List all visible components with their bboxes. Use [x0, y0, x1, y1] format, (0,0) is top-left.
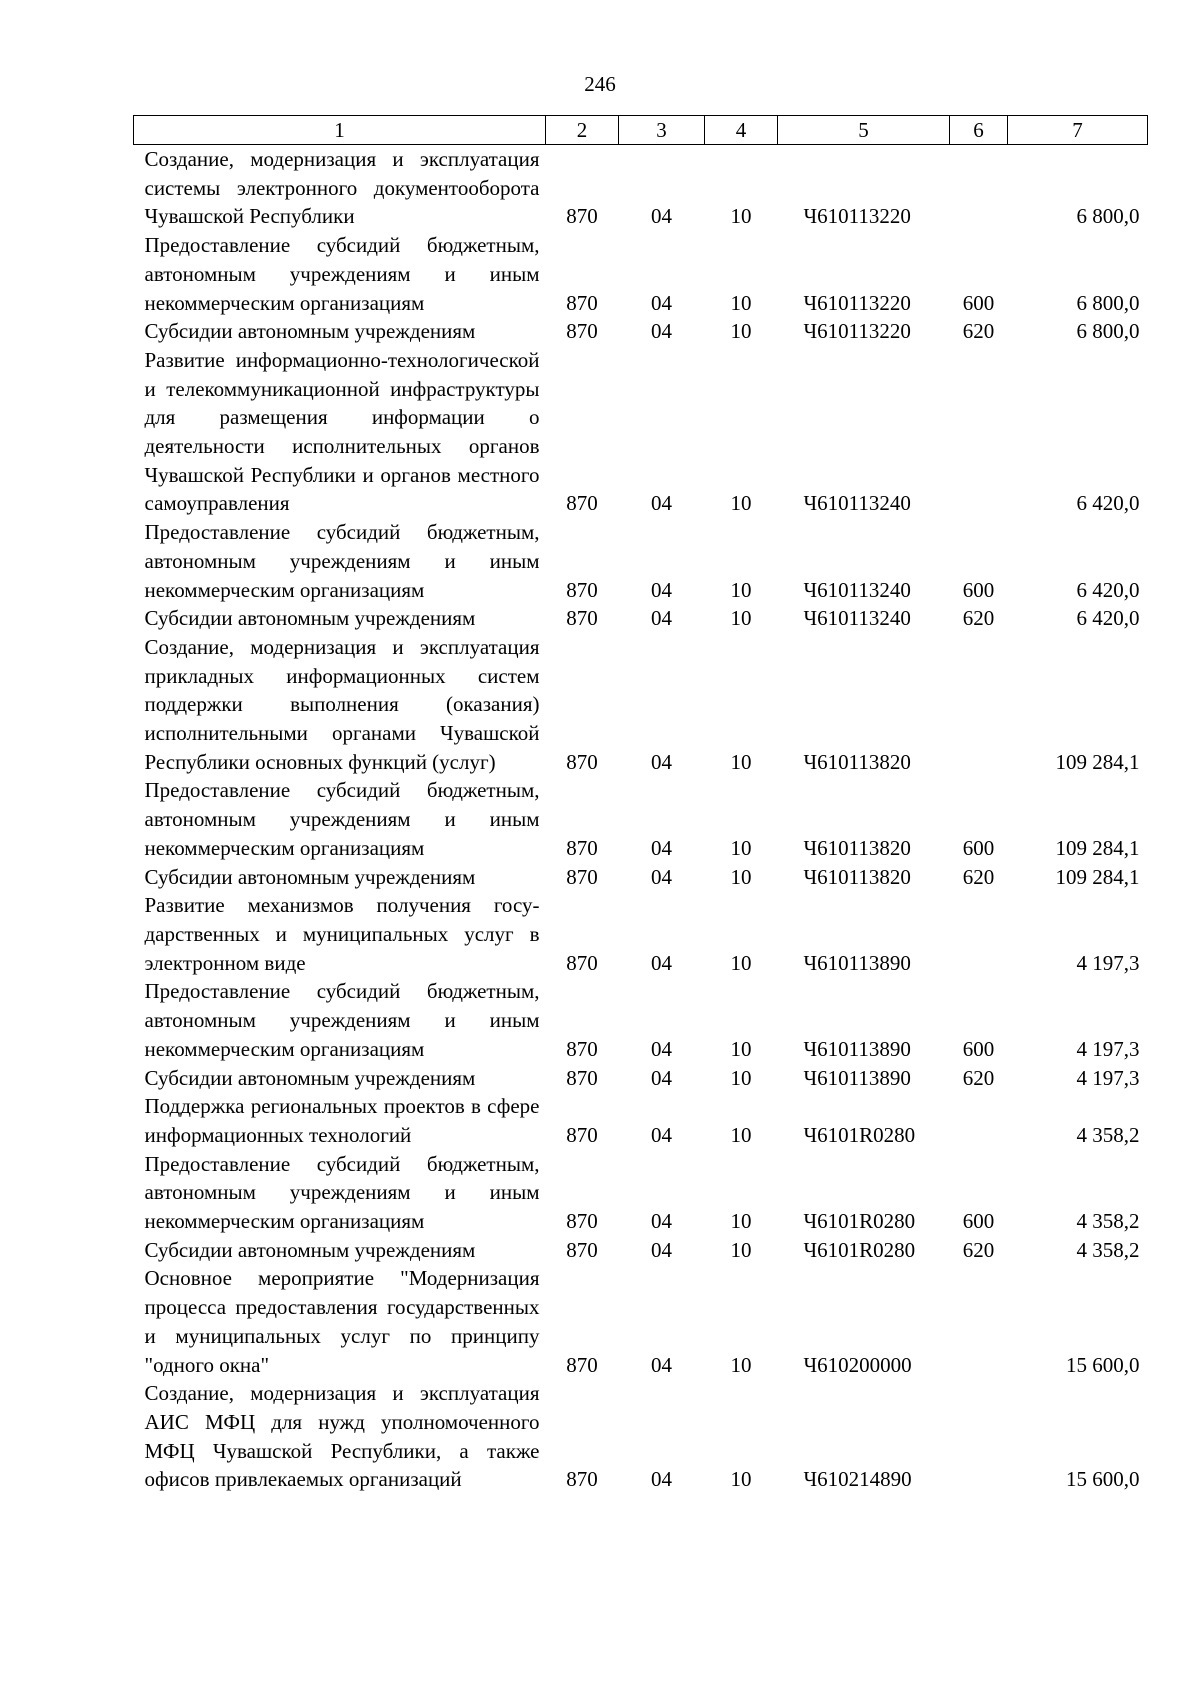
ministry-code: 870	[566, 864, 598, 889]
target-article-code: Ч610113890	[803, 1065, 911, 1090]
column-header: 4	[705, 116, 778, 145]
amount-value: 15 600,0	[1066, 1352, 1140, 1377]
expense-type-code	[950, 891, 1008, 977]
subsection-code: 10	[730, 749, 752, 774]
row-description: Создание, модернизация и эксплуатация прикладных информационных систем поддержки выполнения (оказания) исполнительными органами Чувашской Республики основных функций (услуг)	[144, 634, 540, 774]
column-header: 2	[546, 116, 619, 145]
target-article-code: Ч610113820	[803, 864, 911, 889]
expense-type-code: 600	[962, 577, 995, 602]
row-description: Предоставление субсидий бюджетным, автономным учреждениям и иным некоммерческим организациям	[144, 1151, 540, 1234]
column-number-header-row	[134, 116, 1148, 145]
target-article-code: Ч610200000	[803, 1352, 912, 1377]
ministry-code: 870	[566, 1237, 598, 1262]
table-row	[134, 776, 1148, 862]
expense-type-code: 600	[962, 290, 995, 315]
section-code: 04	[651, 577, 672, 602]
target-article-code: Ч6101R0280	[803, 1122, 916, 1147]
table-row	[134, 977, 1148, 1063]
table-row	[134, 891, 1148, 977]
row-description: Создание, модернизация и эксплуатация АИС МФЦ для нужд уполномоченного МФЦ Чувашской Республики, а также офисов привлекаемых организаций	[144, 1381, 540, 1492]
expense-type-code	[950, 346, 1008, 518]
expense-type-code: 620	[962, 606, 995, 631]
section-code: 04	[651, 204, 672, 229]
table-row	[134, 518, 1148, 604]
target-article-code: Ч610113220	[803, 319, 911, 344]
row-description: Субсидии автономным учреждениям	[144, 606, 476, 631]
row-description: Предоставление субсидий бюджетным, автономным учреждениям и иным некоммерческим организациям	[144, 778, 540, 860]
amount-value: 4 197,3	[1076, 950, 1140, 975]
amount-value: 109 284,1	[1055, 864, 1140, 889]
amount-value: 4 358,2	[1076, 1209, 1140, 1234]
amount-value: 6 420,0	[1076, 606, 1140, 631]
table-row	[134, 317, 1148, 346]
subsection-code: 10	[730, 491, 752, 516]
table-row	[134, 863, 1148, 892]
subsection-code: 10	[730, 835, 752, 860]
column-header: 6	[950, 116, 1008, 145]
target-article-code: Ч6101R0280	[803, 1209, 916, 1234]
expense-type-code: 600	[962, 1209, 995, 1234]
table-row	[134, 1236, 1148, 1265]
amount-value: 109 284,1	[1055, 749, 1140, 774]
table-row	[134, 346, 1148, 518]
subsection-code: 10	[730, 319, 752, 344]
subsection-code: 10	[730, 1209, 752, 1234]
column-header: 3	[619, 116, 705, 145]
table-row	[134, 1092, 1148, 1149]
target-article-code: Ч610113890	[803, 1036, 911, 1061]
ministry-code: 870	[566, 606, 598, 631]
section-code: 04	[651, 290, 672, 315]
row-description: Развитие информационно-технологической и телекоммуникационной инфраструктуры для размещения информации о деятельности исполнительных органов Чувашской Республики и органов местного самоуправления	[144, 347, 540, 516]
ministry-code: 870	[566, 835, 598, 860]
target-article-code: Ч6101R0280	[803, 1237, 916, 1262]
target-article-code: Ч610113220	[803, 204, 911, 229]
target-article-code: Ч610113820	[803, 749, 911, 774]
section-code: 04	[651, 835, 672, 860]
subsection-code: 10	[730, 1065, 752, 1090]
table-body	[134, 145, 1148, 1495]
section-code: 04	[651, 1467, 672, 1492]
table-row	[134, 1150, 1148, 1236]
table-row	[134, 145, 1148, 232]
expense-type-code: 600	[962, 1036, 995, 1061]
amount-value: 4 197,3	[1076, 1036, 1140, 1061]
subsection-code: 10	[730, 950, 752, 975]
row-description: Предоставление субсидий бюджетным, автономным учреждениям и иным некоммерческим организациям	[144, 233, 540, 315]
ministry-code: 870	[566, 577, 598, 602]
expense-type-code	[950, 1264, 1008, 1379]
subsection-code: 10	[730, 577, 752, 602]
target-article-code: Ч610113240	[803, 491, 911, 516]
target-article-code: Ч610113240	[803, 577, 911, 602]
row-description: Создание, модернизация и эксплуатация системы электронного документооборота Чувашской Республики	[144, 147, 540, 229]
expense-type-code	[950, 145, 1008, 232]
table-row	[134, 633, 1148, 777]
column-header: 5	[778, 116, 950, 145]
section-code: 04	[651, 1036, 672, 1061]
subsection-code: 10	[730, 606, 752, 631]
section-code: 04	[651, 1209, 672, 1234]
budget-table	[133, 115, 1148, 1494]
ministry-code: 870	[566, 204, 598, 229]
ministry-code: 870	[566, 1065, 598, 1090]
ministry-code: 870	[566, 749, 598, 774]
ministry-code: 870	[566, 950, 598, 975]
subsection-code: 10	[730, 1036, 752, 1061]
section-code: 04	[651, 319, 672, 344]
row-description: Развитие механизмов получения государственных и муниципальных услуг в электронном виде	[144, 893, 540, 975]
column-header: 1	[134, 116, 546, 145]
amount-value: 6 800,0	[1076, 204, 1140, 229]
subsection-code: 10	[730, 1352, 752, 1377]
subsection-code: 10	[730, 864, 752, 889]
page-number: 246	[584, 72, 616, 96]
section-code: 04	[651, 1352, 672, 1377]
expense-type-code	[950, 1379, 1008, 1494]
ministry-code: 870	[566, 1122, 598, 1147]
section-code: 04	[651, 606, 672, 631]
section-code: 04	[651, 864, 672, 889]
subsection-code: 10	[730, 1467, 752, 1492]
section-code: 04	[651, 749, 672, 774]
row-description: Субсидии автономным учреждениям	[144, 1065, 476, 1090]
amount-value: 4 358,2	[1076, 1237, 1140, 1262]
table-row	[134, 1264, 1148, 1379]
subsection-code: 10	[730, 204, 752, 229]
ministry-code: 870	[566, 1467, 598, 1492]
subsection-code: 10	[730, 1122, 752, 1147]
section-code: 04	[651, 1065, 672, 1090]
table-row	[134, 231, 1148, 317]
row-description: Поддержка региональных проектов в сфере информационных технологий	[144, 1094, 540, 1147]
amount-value: 4 197,3	[1076, 1065, 1140, 1090]
ministry-code: 870	[566, 1209, 598, 1234]
amount-value: 109 284,1	[1055, 835, 1140, 860]
row-description: Предоставление субсидий бюджетным, автономным учреждениям и иным некоммерческим организациям	[144, 520, 540, 602]
amount-value: 6 800,0	[1076, 319, 1140, 344]
section-code: 04	[651, 950, 672, 975]
amount-value: 15 600,0	[1066, 1467, 1140, 1492]
row-description: Субсидии автономным учреждениям	[144, 319, 476, 344]
expense-type-code: 600	[962, 835, 995, 860]
section-code: 04	[651, 1237, 672, 1262]
target-article-code: Ч610113220	[803, 290, 911, 315]
expense-type-code: 620	[962, 319, 995, 344]
expense-type-code: 620	[962, 1237, 995, 1262]
subsection-code: 10	[730, 1237, 752, 1262]
ministry-code: 870	[566, 319, 598, 344]
amount-value: 4 358,2	[1076, 1122, 1140, 1147]
amount-value: 6 420,0	[1076, 577, 1140, 602]
row-description: Основное мероприятие "Модернизация процесса предоставления государственных и муниципальных услуг по принципу "одного окна"	[144, 1266, 540, 1377]
column-header: 7	[1008, 116, 1148, 145]
expense-type-code: 620	[962, 864, 995, 889]
expense-type-code: 620	[962, 1065, 995, 1090]
target-article-code: Ч610113890	[803, 950, 911, 975]
subsection-code: 10	[730, 290, 752, 315]
table-row	[134, 1064, 1148, 1093]
section-code: 04	[651, 1122, 672, 1147]
row-description: Предоставление субсидий бюджетным, автономным учреждениям и иным некоммерческим организациям	[144, 979, 540, 1061]
ministry-code: 870	[566, 290, 598, 315]
target-article-code: Ч610214890	[803, 1467, 912, 1492]
ministry-code: 870	[566, 1352, 598, 1377]
table-row	[134, 604, 1148, 633]
target-article-code: Ч610113820	[803, 835, 911, 860]
row-description: Субсидии автономным учреждениям	[144, 864, 476, 889]
amount-value: 6 420,0	[1076, 491, 1140, 516]
ministry-code: 870	[566, 491, 598, 516]
section-code: 04	[651, 491, 672, 516]
expense-type-code	[950, 1092, 1008, 1149]
ministry-code: 870	[566, 1036, 598, 1061]
expense-type-code	[950, 633, 1008, 777]
table-row	[134, 1379, 1148, 1494]
target-article-code: Ч610113240	[803, 606, 911, 631]
amount-value: 6 800,0	[1076, 290, 1140, 315]
row-description: Субсидии автономным учреждениям	[144, 1237, 476, 1262]
